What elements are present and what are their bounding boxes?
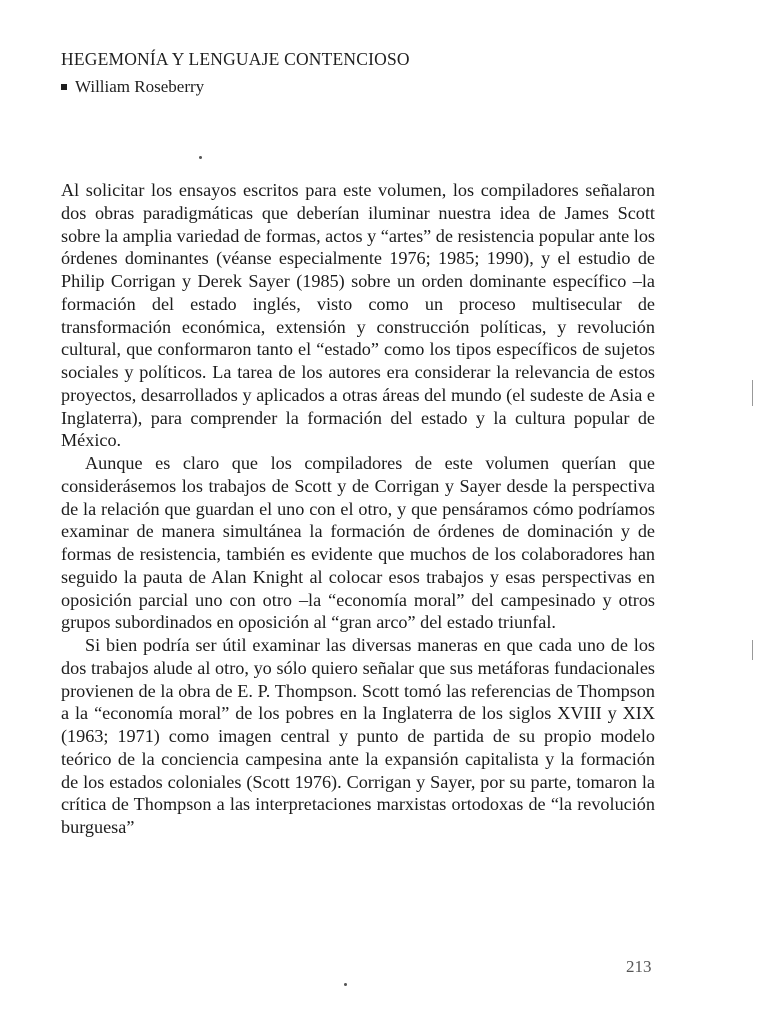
margin-mark	[752, 640, 753, 660]
body-text	[61, 179, 655, 839]
paragraph-2: Aunque es claro que los compiladores de este volumen querían que considerásemos los trabajos de Scott y de Corrigan y Sayer desde la perspectiva de la relación que guardan el uno con el otro, y que pensáramos cómo podríamos examinar de manera simultánea la formación de órdenes de dominación y de formas de resistencia, también es evidente que muchos de los colaboradores han seguido la pauta de Alan Knight al colocar esos trabajos y esas perspectivas en oposición parcial uno con otro –la “economía moral” del campesinado y otros grupos subordinados en oposición al “gran arco” del estado triunfal.	[61, 453, 655, 633]
paragraph-3: Si bien podría ser útil examinar las diversas maneras en que cada uno de los dos trabajos alude al otro, yo sólo quiero señalar que sus metáforas fundacionales provienen de la obra de E. P. Thompson. Scott tomó las referencias de Thompson a la “economía moral” de los pobres en la Inglaterra de los siglos XVIII y XIX (1963; 1971) como imagen central y punto de partida de su propio modelo teórico de la conciencia campesina ante la expansión capitalista y la formación de los estados coloniales (Scott 1976). Corrigan y Sayer, por su parte, tomaron la crítica de Thompson a las interpretaciones marxistas ortodoxas de “la revolución burguesa”	[61, 635, 655, 837]
scan-speck	[199, 156, 202, 159]
chapter-title: HEGEMONÍA Y LENGUAJE CONTENCIOSO	[61, 49, 410, 69]
author-line	[61, 77, 204, 97]
paragraph-1: Al solicitar los ensayos escritos para este volumen, los compiladores señalaron dos obras paradigmáticas que deberían iluminar nuestra idea de James Scott sobre la amplia variedad de formas, actos y “artes” de resistencia popular ante los órdenes dominantes (véanse especialmente 1976; 1985; 1990), y el estudio de Philip Corrigan y Derek Sayer (1985) sobre un orden dominante específico –la formación del estado inglés, visto como un proceso multisecular de transformación económica, extensión y construcción políticas, y revolución cultural, que conformaron tanto el “estado” como los tipos específicos de sujetos sociales y políticos. La tarea de los autores era considerar la relevancia de estos proyectos, desarrollados y aplicados a otras áreas del mundo (el sudeste de Asia e Inglaterra), para comprender la formación del estado y la cultura popular de México.	[61, 180, 655, 451]
page-number: 213	[626, 957, 652, 976]
bullet-icon	[61, 84, 67, 90]
scan-speck	[344, 983, 347, 986]
margin-mark	[752, 380, 753, 406]
author-name: William Roseberry	[75, 77, 205, 96]
